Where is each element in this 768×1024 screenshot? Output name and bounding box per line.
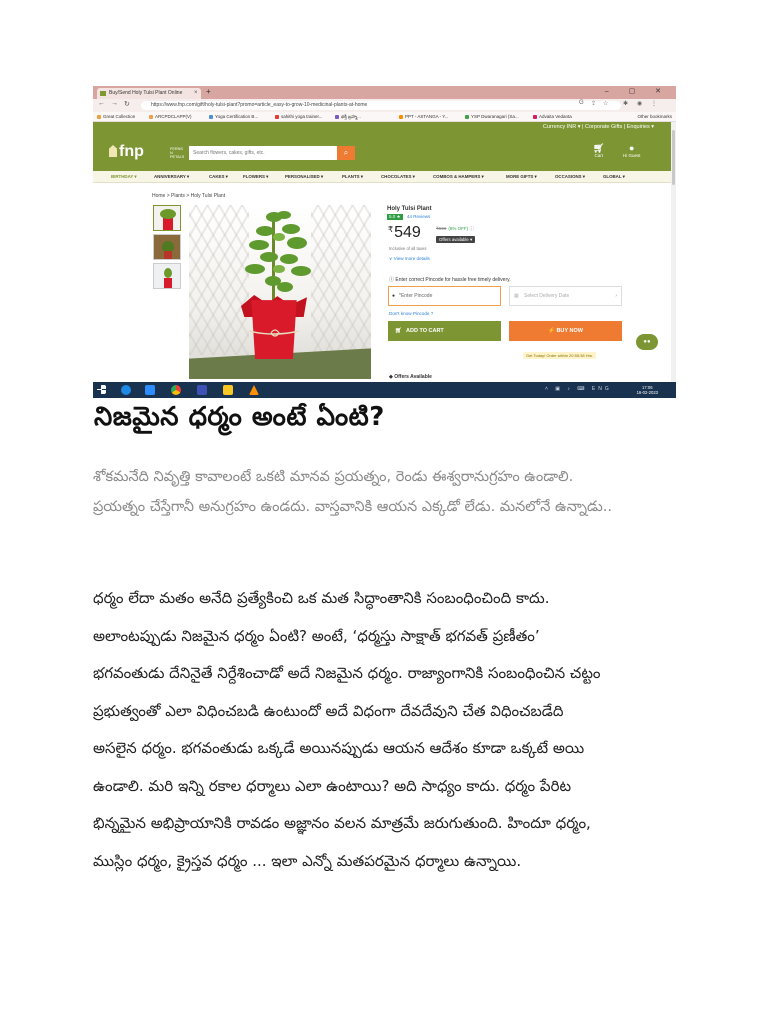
category-item[interactable]: GLOBAL ▾	[603, 174, 625, 179]
extensions-icon[interactable]: ✱	[623, 101, 629, 107]
category-item[interactable]: CAKES ▾	[209, 174, 228, 179]
bookmark-item[interactable]: ARCPDCLAPP(V)	[149, 113, 192, 121]
window-controls[interactable]: – ▢ ✕	[604, 88, 670, 95]
paragraph-line: ధర్మం లేదా మతం అనేది ప్రత్యేకించి ఒక మత సిద్ధాంతానికి సంబంధించింది కాదు.	[93, 589, 550, 607]
google-lens-icon[interactable]: G	[579, 100, 584, 106]
fnp-logo-text: fnp	[119, 143, 144, 160]
add-to-cart-label: ADD TO CART	[406, 328, 444, 334]
fnp-logo[interactable]	[109, 143, 144, 161]
bookmark-item[interactable]: Great Collection	[97, 113, 135, 121]
fnp-logo-sub: FERNS N PETALS	[170, 147, 185, 160]
file-explorer-icon[interactable]	[223, 385, 233, 395]
bookmark-star-icon[interactable]: ☆	[603, 101, 609, 107]
product-thumbnail[interactable]	[153, 263, 181, 289]
category-item[interactable]: PLANTS ▾	[342, 174, 363, 179]
new-tab-icon[interactable]: +	[206, 87, 211, 96]
article-quote	[93, 462, 683, 522]
product-name: Holy Tulsi Plant	[387, 206, 432, 212]
offers-available[interactable]	[389, 374, 432, 380]
tab-title: Buy/Send Holy Tulsi Plant Online	[109, 90, 183, 96]
app-icon[interactable]	[197, 385, 207, 395]
pincode-placeholder: *Enter Pincode	[399, 293, 433, 299]
get-today-banner: Get Today! Order within 20:55:38 Hrs.	[523, 352, 596, 359]
windows-taskbar	[93, 382, 676, 398]
offers-available-label: Offers Available	[394, 374, 432, 380]
menu-icon[interactable]: ⋮	[651, 101, 657, 107]
category-item[interactable]: BIRTHDAY ▾	[111, 174, 137, 179]
url-text: https://www.fnp.com/gift/holy-tulsi-plant?promo=article_easy-to-grow-10-medicinal-plants-at-home	[151, 102, 368, 108]
account-label: Hi Guest	[623, 153, 641, 158]
category-nav	[93, 171, 671, 183]
offers-dropdown[interactable]: Offers available ▾	[436, 236, 475, 243]
currency-symbol: ₹	[388, 225, 394, 234]
buy-now-button[interactable]: ⚡ BUY NOW	[509, 321, 622, 341]
quote-line: శోకమనేది నివృత్తి కావాలంటే ఒకటి మానవ ప్రయత్నం, రెండు ఈశ్వరానుగ్రహం ఉండాలి.	[93, 469, 574, 485]
bookmark-item[interactable]: Advaita Vedanta	[533, 113, 572, 121]
info-icon: ⓘ	[389, 277, 396, 283]
pot-shape	[164, 251, 172, 260]
paragraph-line: అసలైన ధర్మం. భగవంతుడు ఒక్కడే అయినప్పుడు ఆయన ఆదేశం కూడా ఒక్కటే అయి	[93, 739, 585, 757]
product-price	[388, 224, 421, 242]
tulsi-leaves	[229, 207, 329, 307]
search-icon[interactable]: ⌕	[337, 146, 355, 160]
category-item[interactable]: ANNIVERSARY ▾	[154, 174, 190, 179]
browser-tab[interactable]	[97, 88, 201, 99]
bookmark-item[interactable]: భక్తి బ్రహ్మ...	[335, 113, 361, 121]
page-scrollbar[interactable]	[671, 122, 676, 382]
clock-date: 16-02-2023	[636, 390, 658, 395]
category-item[interactable]: OCCASIONS ▾	[555, 174, 586, 179]
paragraph-line: ఉండాలి. మరి ఇన్ని రకాల ధర్మాలు ఎలా ఉంటాయి? అది సాధ్యం కాదు. ధర్మం పేరిట	[93, 776, 572, 795]
pincode-note-text: Enter correct Pincode for hassle free timely delivery.	[395, 277, 511, 283]
profile-icon[interactable]: ◉	[637, 101, 643, 107]
category-item[interactable]: PERSONALISED ▾	[285, 174, 324, 179]
tab-close-icon[interactable]: ×	[194, 90, 198, 96]
fnp-header	[93, 134, 676, 171]
rating-badge: 5.0 ★	[389, 214, 401, 219]
currency-bar[interactable]: Currency INR ▾ | Corporate Gifts | Enquiries ▾	[542, 124, 654, 130]
pot-shape	[163, 218, 173, 230]
twine	[247, 323, 301, 343]
chrome-icon[interactable]	[171, 385, 181, 395]
other-bookmarks[interactable]: Other bookmarks	[637, 114, 672, 119]
mrp	[436, 226, 474, 232]
fnp-favicon-icon	[100, 91, 106, 96]
fnp-logo-icon	[109, 145, 117, 157]
dont-know-pincode-link[interactable]: Don't know Pincode ?	[389, 311, 434, 316]
zoom-icon[interactable]	[145, 385, 155, 395]
reload-icon[interactable]: ↻	[124, 101, 130, 108]
product-thumbnail[interactable]	[153, 234, 181, 260]
cart-icon: 🛒︎	[395, 328, 402, 334]
user-icon: ●	[629, 143, 635, 153]
embedded-screenshot	[93, 86, 676, 398]
date-placeholder: Select Delivery Date	[524, 293, 570, 299]
fnp-search-input[interactable]: Search flowers, cakes, gifts, etc.	[189, 146, 337, 160]
share-icon[interactable]: ⇪	[591, 101, 597, 107]
windows-start-icon[interactable]	[97, 385, 106, 394]
bookmarks-bar	[93, 112, 676, 122]
quote-line: ప్రయత్నం చేస్తేగానీ అనుగ్రహం ఉండదు. వాస్తవానికి ఆయన ఎక్కడో లేడు. మనలోనే ఉన్నాడు..	[93, 499, 612, 515]
product-thumbnail[interactable]	[153, 205, 181, 231]
plant-shape	[160, 209, 176, 219]
browser-nav-bar	[93, 99, 676, 112]
clock[interactable]	[637, 385, 658, 395]
ie-icon[interactable]	[121, 385, 131, 395]
vlc-icon[interactable]	[249, 385, 259, 395]
mrp-value: ₹599	[436, 226, 447, 231]
category-item[interactable]: MORE GIFTS ▾	[506, 174, 537, 179]
category-item[interactable]: COMBOS & HAMPERS ▾	[433, 174, 484, 179]
tag-icon: ◆	[389, 374, 395, 380]
bookmark-item[interactable]: Yoga Certification B...	[209, 113, 258, 121]
bookmark-item[interactable]: sahithi yoga trainer...	[275, 113, 323, 121]
price-value: 549	[394, 224, 421, 241]
breadcrumb[interactable]: Home > Plants > Holy Tulsi Plant	[152, 193, 226, 199]
pincode-note	[389, 276, 511, 283]
view-more-link[interactable]: ∨ View more details	[389, 256, 430, 261]
paragraph-line: ముస్లిం ధర్మం, క్రైస్తవ ధర్మం ... ఇలా ఎన్నో మతపరమైన ధర్మాలు ఉన్నాయి.	[93, 851, 522, 870]
paragraph-line: ప్రభుత్వంతో ఎలా విధించబడి ఉంటుందో అదే విధంగా దేవదేవుని చేత విధించబడేది	[93, 701, 564, 720]
paragraph-line: అలాంటప్పుడు నిజమైన ధర్మం ఏంటి? అంటే, ‘ధర్మస్తు సాక్షాత్ భగవత్ ప్రణీతం’	[93, 626, 540, 645]
tray-icons[interactable]: ˄ ▣ ♪ ⌨ ENG	[545, 386, 612, 392]
clock-time: 17:06	[642, 385, 653, 390]
article-paragraph	[93, 580, 683, 880]
location-pin-icon: ●	[392, 293, 396, 299]
article-title: నిజమైన ధర్మం అంటే ఏంటి?	[94, 402, 385, 432]
calendar-icon: ▦	[514, 293, 519, 299]
paragraph-line: భగవంతుడు దేనినైతే నిర్దేశించాడో అదే నిజమైన ధర్మం. రాజ్యాంగానికి సంబంధించిన చట్టం	[93, 664, 601, 682]
category-item[interactable]: CHOCOLATES ▾	[381, 174, 415, 179]
delivery-date-input[interactable]	[509, 286, 622, 306]
address-bar[interactable]	[141, 101, 621, 110]
add-to-cart-button[interactable]	[388, 321, 501, 341]
chevron-right-icon: ›	[615, 293, 617, 299]
fnp-top-strip	[93, 122, 676, 134]
scrollbar-thumb[interactable]	[672, 130, 675, 185]
account-button[interactable]	[623, 143, 641, 159]
cart-icon: 🛒︎	[593, 143, 605, 153]
browser-tab-bar	[93, 86, 676, 99]
category-item[interactable]: FLOWERS ▾	[243, 174, 269, 179]
pot-shape	[164, 278, 172, 288]
cart-label: Cart	[594, 153, 603, 158]
forward-icon[interactable]: →	[111, 100, 118, 107]
product-main-image	[189, 205, 371, 379]
taxes-note: Inclusive of all taxes	[389, 246, 427, 251]
reviews-link[interactable]: 44 Reviews	[407, 214, 431, 219]
chat-icon[interactable]: ●●	[636, 334, 658, 350]
discount: (8% OFF)	[448, 226, 469, 231]
bookmark-item[interactable]: PPT - ASTANGA - Y...	[399, 113, 448, 121]
bookmark-item[interactable]: YSP Dwaranagari (Sa...	[465, 113, 519, 121]
cart-button[interactable]	[593, 143, 604, 159]
info-icon[interactable]: ⓘ	[469, 226, 474, 231]
paragraph-line: భిన్నమైన అభిప్రాయానికి రావడం అజ్ఞానం వలన మాత్రమే జరుగుతుంది. హిందూ ధర్మం,	[93, 814, 591, 832]
plant-shape	[164, 268, 172, 278]
back-icon[interactable]: ←	[98, 100, 105, 107]
pincode-input[interactable]	[388, 286, 501, 306]
